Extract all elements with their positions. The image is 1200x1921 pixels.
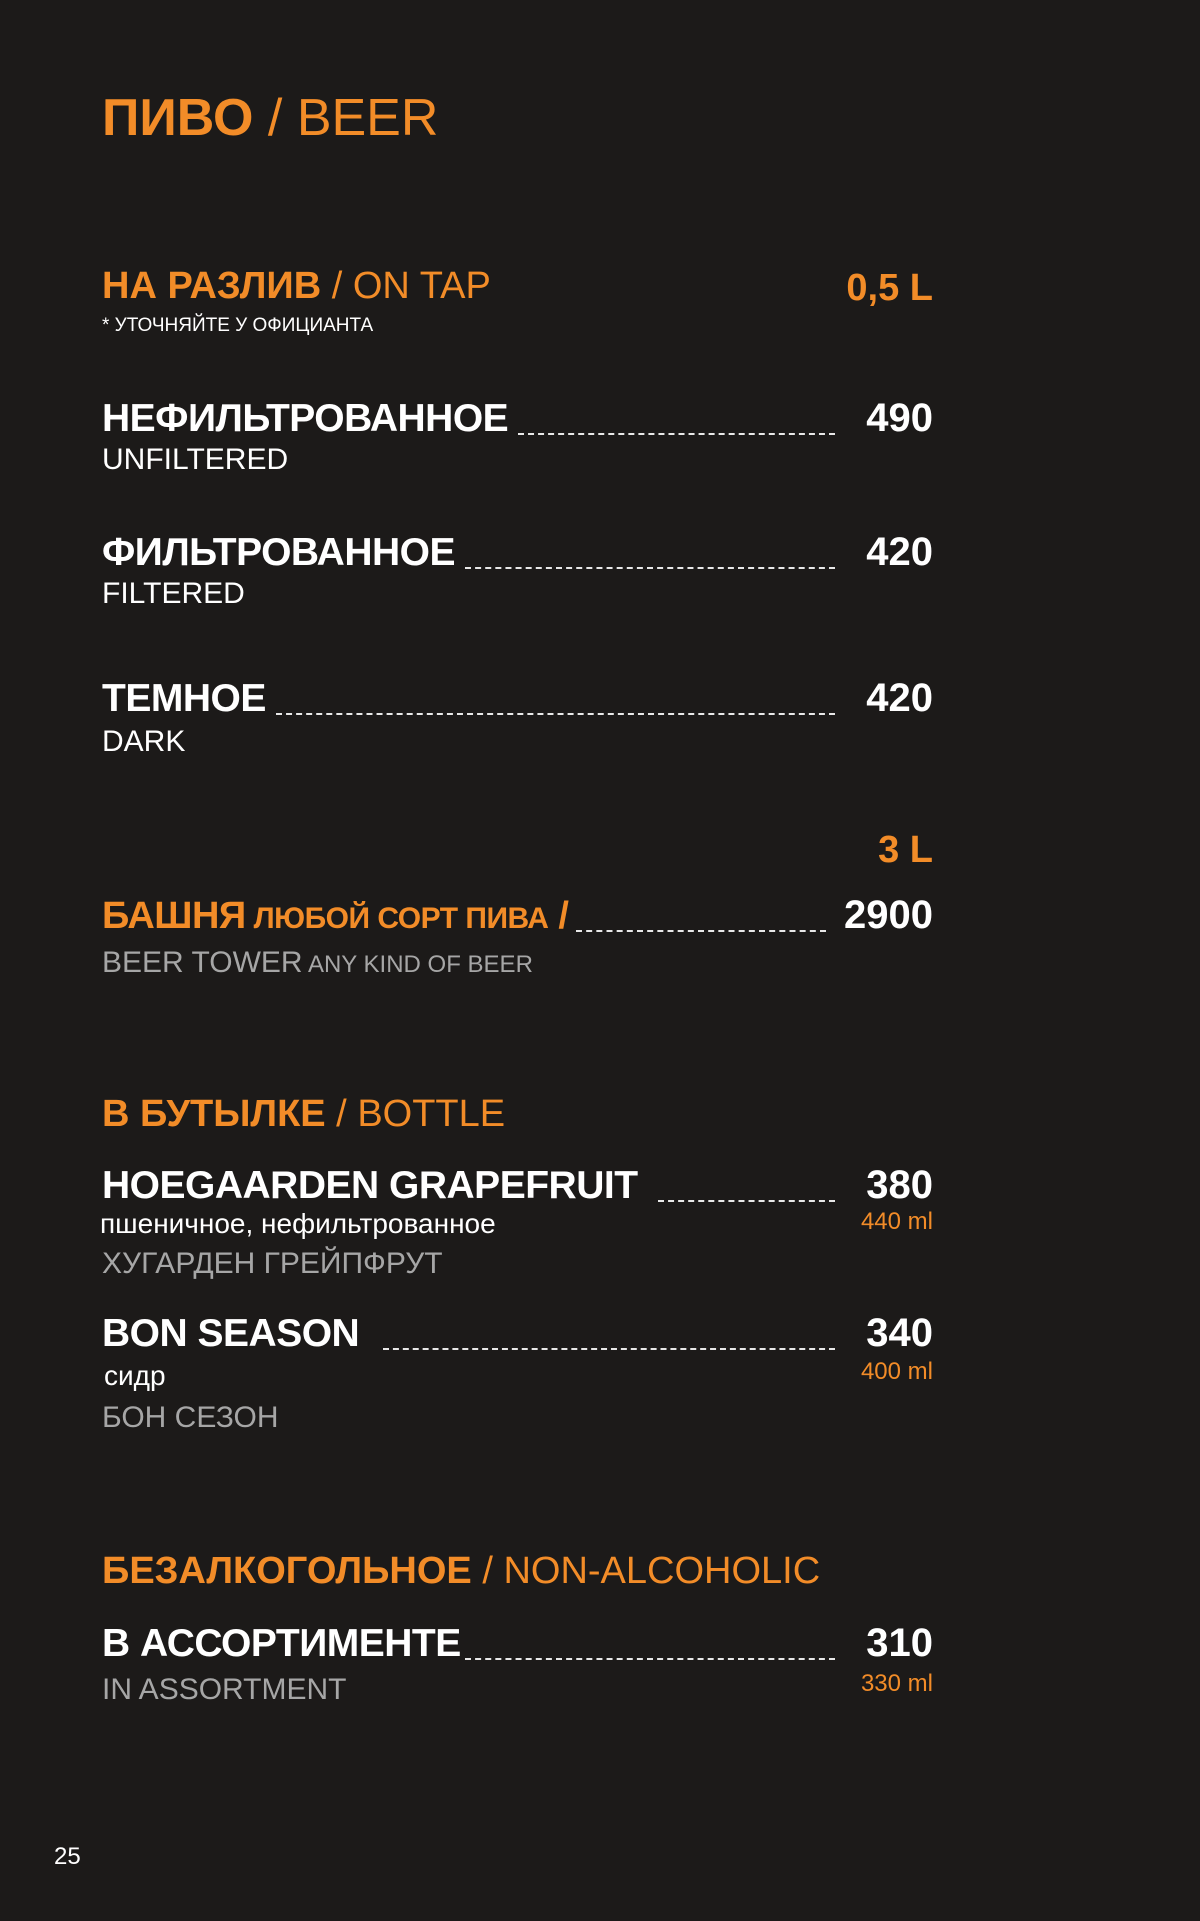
menu-item-beer-tower [102,890,933,946]
tower-sub-detail: ANY KIND OF BEER [302,951,533,978]
item-volume: 330 ml [860,1670,933,1697]
item-description: сидр [104,1360,166,1391]
item-price: 420 [866,530,933,574]
item-price: 380 [866,1163,933,1207]
item-price: 420 [866,676,933,720]
item-name: В АССОРТИМЕНТЕ [102,1622,461,1665]
dot-leader [658,1199,835,1202]
dot-leader [383,1347,835,1350]
section-title-ru: БЕЗАЛКОГОЛЬНОЕ [102,1550,472,1592]
section-title-en: ON TAP [352,265,491,307]
item-price: 2900 [844,893,933,937]
dot-leader [518,432,835,435]
menu-item-assortment [102,1618,933,1674]
page-title [102,86,438,150]
menu-item-bon-season [102,1308,933,1364]
item-subtitle: UNFILTERED [102,443,289,476]
tower-name-main: БАШНЯ [102,895,246,937]
item-subtitle: DARK [102,725,186,758]
item-name [102,891,568,944]
item-name: ФИЛЬТРОВАННОЕ [102,531,455,574]
page-title-separator: / [253,89,297,147]
item-description: пшеничное, нефильтрованное [100,1208,496,1239]
item-name: HOEGAARDEN GRAPEFRUIT [102,1164,638,1207]
tower-sub-main: BEER TOWER [102,946,303,979]
item-price: 490 [866,396,933,440]
tower-name-detail: ЛЮБОЙ СОРТ ПИВА [245,902,549,935]
item-volume: 440 ml [860,1208,933,1235]
item-subtitle: IN ASSORTMENT [102,1673,347,1706]
item-subtitle: FILTERED [102,577,245,610]
item-volume: 400 ml [860,1358,933,1385]
dot-leader [276,712,835,715]
section-title-separator: / [325,1093,358,1135]
section-title-separator: / [321,265,353,307]
dot-leader [465,566,835,569]
item-ru-name: ХУГАРДЕН ГРЕЙПФРУТ [102,1247,443,1280]
page-title-en: BEER [296,89,439,147]
dot-leader [576,929,826,932]
unit-label-three-liters: 3 L [878,829,933,871]
page-title-ru: ПИВО [102,89,254,147]
item-subtitle [102,946,533,980]
section-title-bottle [102,1090,505,1138]
item-ru-name: БОН СЕЗОН [102,1401,279,1434]
section-title-separator: / [471,1550,504,1592]
dot-leader [465,1657,835,1660]
menu-item-unfiltered [102,393,933,449]
section-title-en: BOTTLE [357,1093,506,1135]
item-price: 340 [866,1311,933,1355]
menu-item-dark [102,673,933,729]
section-title-ru: НА РАЗЛИВ [102,265,322,307]
item-name: ТЕМНОЕ [102,677,266,720]
item-price: 310 [866,1621,933,1665]
item-name: НЕФИЛЬТРОВАННОЕ [102,397,509,440]
section-title-non-alcoholic [102,1547,820,1595]
waiter-note: * УТОЧНЯЙТЕ У ОФИЦИАНТА [102,315,374,336]
page-number: 25 [54,1843,81,1870]
section-title-ru: В БУТЫЛКЕ [102,1093,326,1135]
unit-label-half-liter: 0,5 L [846,267,933,309]
item-name: BON SEASON [102,1312,360,1355]
section-title-en: NON-ALCOHOLIC [503,1550,821,1592]
section-title-on-tap [102,262,491,310]
tower-name-separator: / [548,895,569,937]
menu-item-filtered [102,527,933,583]
